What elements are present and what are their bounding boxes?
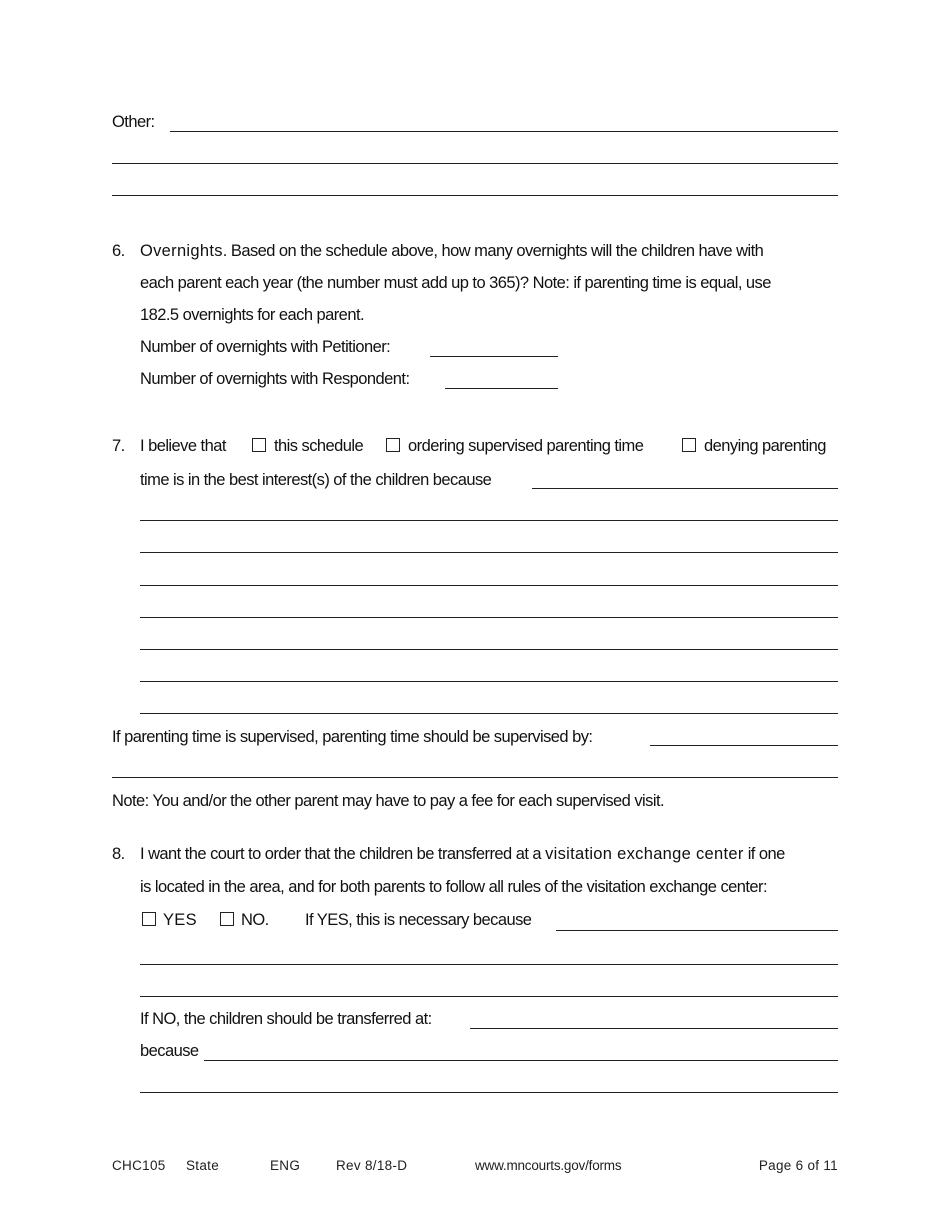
supervised-by-line-1[interactable] (650, 745, 838, 746)
petitioner-overnights-field[interactable] (430, 356, 558, 357)
q7-reason-line-2[interactable] (140, 520, 838, 521)
visitation-exchange-center-term: visitation exchange center (545, 845, 744, 863)
supervised-by-label: If parenting time is supervised, parenting time should be supervised by: (112, 728, 593, 746)
q7-reason-line-6[interactable] (140, 649, 838, 650)
footer-form-id: CHC105 (112, 1158, 166, 1173)
q7-reason-line-3[interactable] (140, 552, 838, 553)
supervised-by-line-2[interactable] (112, 777, 838, 778)
denying-parenting-checkbox[interactable] (682, 438, 696, 452)
if-yes-reason-line-3[interactable] (140, 996, 838, 997)
q8-line-1-a: I want the court to order that the children be transferred at a (140, 845, 546, 863)
exchange-yes-label: YES (163, 911, 197, 929)
q8-number: 8. (112, 845, 125, 863)
q7-intro: I believe that (140, 437, 226, 455)
q6-line-1-rest: . Based on the schedule above, how many overnights will the children have with (222, 242, 764, 260)
note-label: Note (112, 792, 145, 810)
because-line-2[interactable] (140, 1092, 838, 1093)
footer-state: State (186, 1158, 220, 1173)
if-yes-reason-line-2[interactable] (140, 964, 838, 965)
because-line-1[interactable] (204, 1060, 838, 1061)
footer-page-number: Page 6 of 11 (758, 1158, 838, 1173)
transfer-location-field[interactable] (470, 1028, 838, 1029)
supervised-parenting-checkbox[interactable] (386, 438, 400, 452)
footer-website[interactable]: www.mncourts.gov/forms (475, 1158, 622, 1173)
respondent-overnights-field[interactable] (445, 388, 558, 389)
exchange-yes-checkbox[interactable] (142, 912, 156, 926)
q6-line-3: 182.5 overnights for each parent. (140, 306, 365, 324)
q7-number: 7. (112, 437, 125, 455)
this-schedule-label: this schedule (274, 437, 364, 455)
if-yes-reason-line-1[interactable] (556, 930, 838, 931)
exchange-no-checkbox[interactable] (220, 912, 234, 926)
q7-reason-line-4[interactable] (140, 585, 838, 586)
q8-line-2: is located in the area, and for both parents to follow all rules of the visitation exchange center: (140, 878, 768, 896)
footer-revision: Rev 8/18-D (336, 1158, 408, 1173)
q6-number: 6. (112, 242, 125, 260)
because-label: because (140, 1042, 199, 1060)
q7-reason-line-8[interactable] (140, 713, 838, 714)
q7-reason-line-5[interactable] (140, 617, 838, 618)
respondent-overnights-label: Number of overnights with Respondent: (140, 370, 410, 388)
q8-line-1-b: if one (743, 845, 785, 863)
q6-line-2: each parent each year (the number must add up to 365)? Note: if parenting time is equal, use (140, 274, 771, 292)
denying-parenting-label: denying parenting (704, 437, 826, 455)
exchange-no-label: NO. (241, 911, 269, 929)
other-line-3[interactable] (112, 195, 838, 196)
q7-reason-line-7[interactable] (140, 681, 838, 682)
q7-line-2: time is in the best interest(s) of the children because (140, 471, 492, 489)
q6-line-1 (140, 241, 763, 261)
other-label: Other: (112, 113, 155, 131)
supervised-parenting-label: ordering supervised parenting time (408, 437, 644, 455)
footer-language: ENG (270, 1158, 301, 1173)
this-schedule-checkbox[interactable] (252, 438, 266, 452)
if-no-label: If NO, the children should be transferred at: (140, 1010, 432, 1028)
note-text: : You and/or the other parent may have to pay a fee for each supervised visit. (144, 792, 665, 810)
fee-note (112, 791, 664, 811)
q8-line-1 (140, 844, 785, 864)
other-line-2[interactable] (112, 163, 838, 164)
q6-heading: Overnights (140, 242, 223, 260)
other-line-1[interactable] (170, 131, 838, 132)
q7-reason-line-1[interactable] (532, 488, 838, 489)
petitioner-overnights-label: Number of overnights with Petitioner: (140, 338, 391, 356)
if-yes-label: If YES, this is necessary because (305, 911, 532, 929)
